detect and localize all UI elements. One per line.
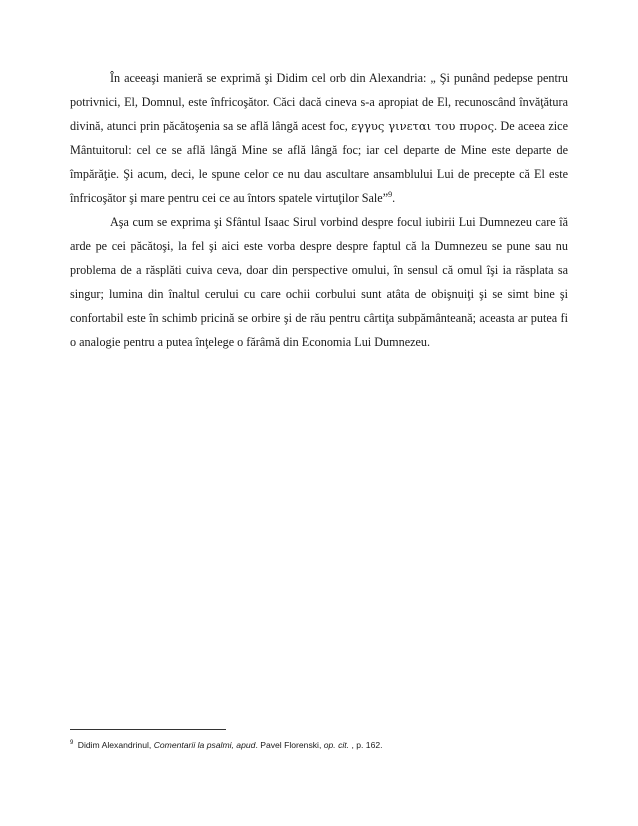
paragraph-didim (70, 66, 568, 210)
paragraph-didim-end: . (392, 191, 396, 205)
footnote (70, 739, 570, 751)
body-text (70, 66, 568, 354)
footnote-number: 9 (70, 740, 74, 747)
footnote-author: Didim Alexandrinul, (77, 740, 152, 750)
footnote-page: , p. 162. (349, 740, 383, 750)
paragraph-didim-rest: . De aceea zice Mântuitorul: cel ce se află lângă Mine se află lângă foc; iar cel departe de Mine este departe de împărăţie. Şi acum, deci, le spune celor ce nu dau ascultare ansamblului Lui de precepte că El este înfricoşător şi mare pentru cei ce au întors spatele virtuţilor Sale” (70, 119, 568, 205)
footnote-separator (70, 729, 226, 730)
paragraph-didim-intro: În aceeaşi manieră se exprimă şi Didim cel orb din Alexandria: „ Şi punând pedepse pentru potrivnici, El, Domnul, este înfricoşător. Căci dacă cineva s-a apropiat de El, recunoscând învăţătura divină, atunci prin păcătoşenia sa se află lângă acest foc, (70, 71, 568, 133)
footnote-title: Comentarii la psalmi, apud (153, 740, 256, 750)
greek-phrase: εγγυς γινεται του πυρος (351, 119, 495, 133)
footnote-source: . Pavel Florenski, (255, 740, 322, 750)
footnote-reference[interactable]: 9 (388, 189, 393, 199)
footnote-opcit: op. cit. (323, 740, 350, 750)
paragraph-isaac: Aşa cum se exprima şi Sfântul Isaac Sirul vorbind despre focul iubirii Lui Dumnezeu care îă arde pe cei păcătoşi, la fel şi aici este vorba despre despre faptul că la Dumnezeu se pune sau nu problema de a răsplăti cuiva ceva, doar din perspective omului, în sensul că omul îşi ia răsplata sa singur; lumina din înaltul cerului cu care ochii corbului sunt atâta de obişnuiţi şi se simt bine şi confortabil este în schimb pricină se orbire şi de rău pentru cârtiţa subpământeană; aceasta ar putea fi o analogie pentru a putea înţelege o fărâmă din Economia Lui Dumnezeu. (70, 215, 568, 349)
